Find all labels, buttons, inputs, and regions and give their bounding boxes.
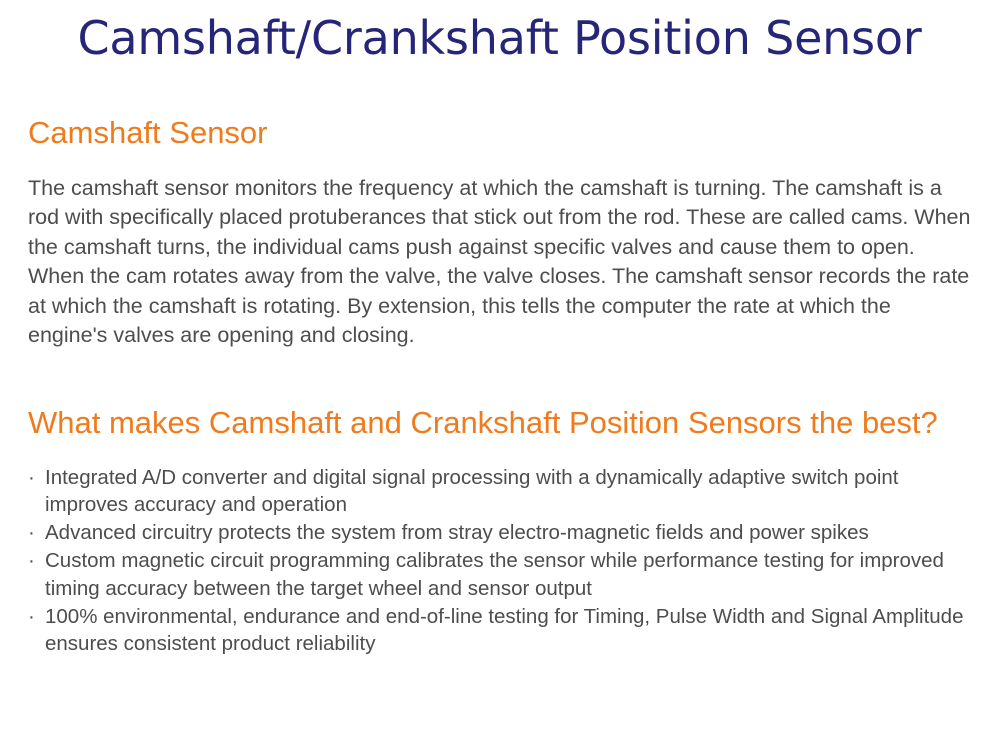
camshaft-sensor-description: The camshaft sensor monitors the frequency at which the camshaft is turning. The camshaft is a rod with specifically placed protuberances that stick out from the rod. These are called cams. When the camshaft turns, the individual cams push against specific valves and cause them to open. When the cam rotates away from the valve, the valve closes. The camshaft sensor records the rate at which the camshaft is rotating. By extension, this tells the computer the rate at which the engine's valves are opening and closing.: [28, 175, 971, 348]
bullet-marker-icon: ·: [28, 521, 35, 545]
list-item: [28, 464, 971, 519]
section-heading-camshaft-sensor: Camshaft Sensor: [28, 114, 268, 150]
page-title: Camshaft/Crankshaft Position Sensor: [77, 11, 922, 65]
section-camshaft-sensor: [0, 113, 999, 351]
list-item: [28, 603, 971, 658]
list-item-label: Advanced circuitry protects the system from stray electro-magnetic fields and power spikes: [45, 521, 869, 545]
list-item-label: Integrated A/D converter and digital signal processing with a dynamically adaptive switch point improves accuracy and operation: [45, 465, 899, 516]
list-item: [28, 519, 971, 546]
list-item-label: Custom magnetic circuit programming calibrates the sensor while performance testing for improved timing accuracy between the target wheel and sensor output: [45, 549, 944, 600]
list-item-label: 100% environmental, endurance and end-of-line testing for Timing, Pulse Width and Signal Amplitude ensures consistent product reliability: [45, 604, 964, 656]
slide-canvas: [0, 12, 999, 745]
bullet-marker-icon: ·: [28, 604, 35, 628]
bullet-marker-icon: ·: [28, 465, 35, 489]
feature-bullet-list: [28, 464, 971, 658]
bullet-marker-icon: ·: [28, 549, 35, 573]
section-heading-what-makes-best: What makes Camshaft and Crankshaft Position Sensors the best?: [28, 404, 938, 440]
section-what-makes-best: [0, 403, 999, 658]
list-item: [28, 547, 971, 602]
